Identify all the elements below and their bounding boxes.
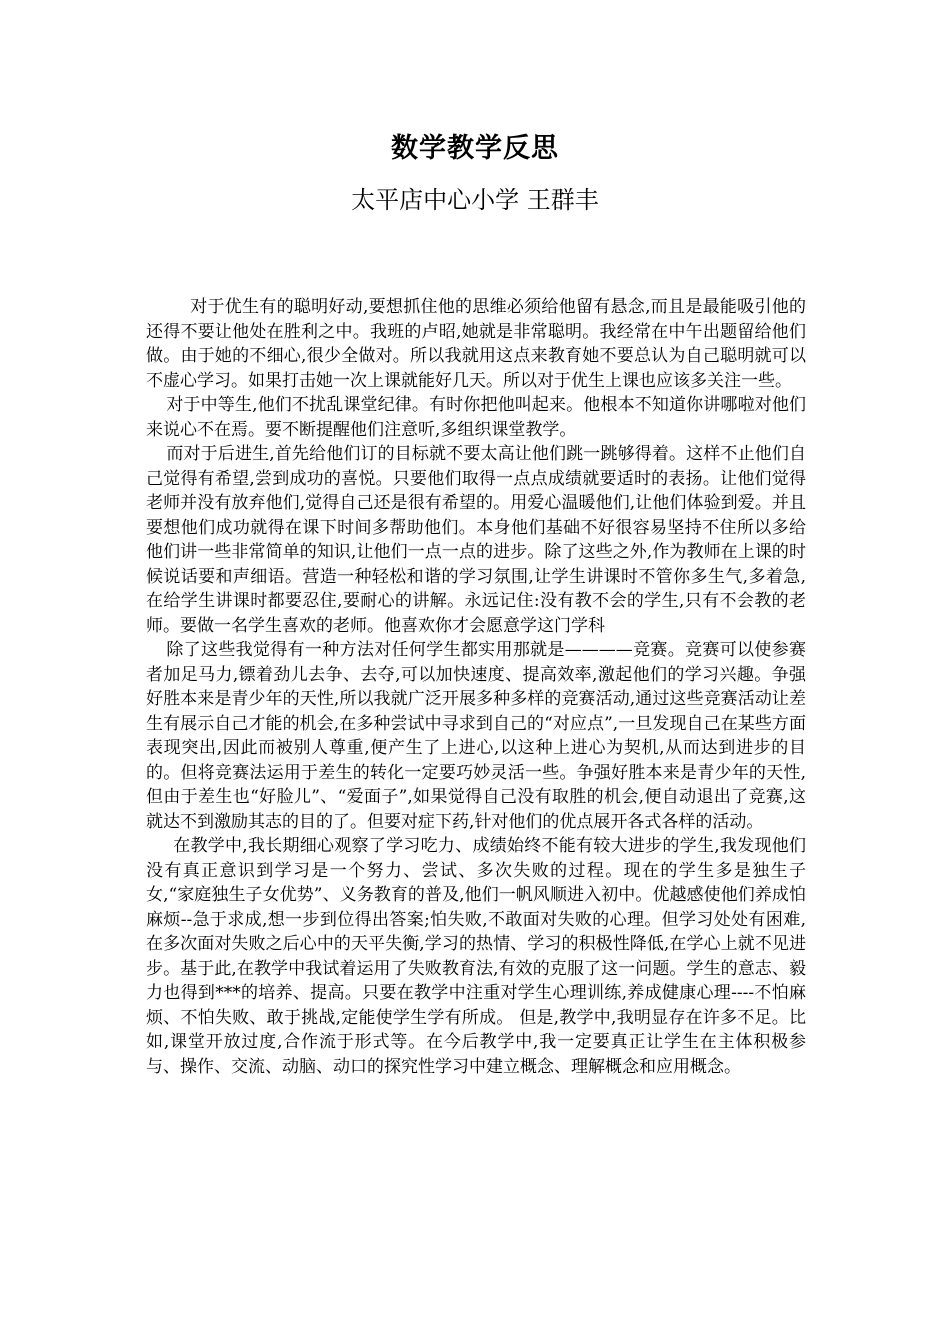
paragraph-struggling-students: 而对于后进生,首先给他们订的目标就不要太高让他们跳一跳够得着。这样不止他们自己觉得有希望,尝到成功的喜悦。只要他们取得一点点成绩就要适时的表扬。让他们觉得老师并没有放弃他们,觉得自己还是很有希望的。用爱心温暖他们,让他们体验到爱。并且要想他们成功就得在课下时间多帮助他们。本身他们基础不好很容易坚持不住所以多给他们讲一些非常简单的知识,让他们一点一点的进步。除了这些之外,作为教师在上课的时候说话要和声细语。营造一种轻松和谐的学习氛围,让学生讲课时不管你多生气,多着急,在给学生讲课时都要忍住,要耐心的讲解。永远记住:没有教不会的学生,只有不会教的老师。要做一名学生喜欢的老师。他喜欢你才会愿意学这门学科: [146, 444, 806, 636]
paragraph-middle-students: 对于中等生,他们不扰乱课堂纪律。有时你把他叫起来。他根本不知道你讲哪啦对他们来说心不在焉。要不断提醒他们注意听,多组织课堂教学。: [146, 395, 806, 440]
paragraph-top-students: 对于优生有的聪明好动,要想抓住他的思维必须给他留有悬念,而且是最能吸引他的还得不要让他处在胜利之中。我班的卢昭,她就是非常聪明。我经常在中午出题留给他们做。由于她的不细心,很少全做对。所以我就用这点来教育她不要总认为自己聪明就可以不虚心学习。如果打击她一次上课就能好几天。所以对于优生上课也应该多关注一些。: [146, 297, 806, 391]
document-body: [146, 295, 806, 1079]
document-author: 太平店中心小学 王群丰: [351, 186, 599, 214]
paragraph-failure-education: 在教学中,我长期细心观察了学习吃力、成绩始终不能有较大进步的学生,我发现他们没有真正意识到学习是一个努力、尝试、多次失败的过程。现在的学生多是独生子女,“家庭独生子女优势”、义务教育的普及,他们一帆风顺进入初中。优越感使他们养成怕麻烦--急于求成,想一步到位得出答案;怕失败,不敢面对失败的心理。但学习处处有困难,在多次面对失败之后心中的天平失衡,学习的热情、学习的积极性降低,在学心上就不见进步。基于此,在教学中我试着运用了失败教育法,有效的克服了这一问题。学生的意志、毅力也得到***的培养、提高。只要在教学中注重对学生心理训练,养成健康心理----不怕麻烦、不怕失败、敢于挑战,定能使学生学有所成。 但是,教学中,我明显存在许多不足。比如,课堂开放过度,合作流于形式等。在今后教学中,我一定要真正让学生在主体积极参与、操作、交流、动脑、动口的探究性学习中建立概念、理解概念和应用概念。: [146, 836, 806, 1077]
document-title: 数学教学反思: [391, 133, 559, 164]
paragraph-competition: 除了这些我觉得有一种方法对任何学生都实用那就是————竞赛。竞赛可以使参赛者加足马力,镖着劲儿去争、去夺,可以加快速度、提高效率,激起他们的学习兴趣。争强好胜本来是青少年的天性,所以我就广泛开展多种多样的竞赛活动,通过这些竞赛活动让差生有展示自己才能的机会,在多种尝试中寻求到自己的“对应点”,一旦发现自己在某些方面表现突出,因此而被别人尊重,便产生了上进心,以这种上进心为契机,从而达到进步的目的。但将竞赛法运用于差生的转化一定要巧妙灵活一些。争强好胜本来是青少年的天性,但由于差生也“好脸儿”、“爱面子”,如果觉得自己没有取胜的机会,便自动退出了竞赛,这就达不到激励其志的目的了。但要对症下药,针对他们的优点展开各式各样的活动。: [146, 640, 806, 832]
